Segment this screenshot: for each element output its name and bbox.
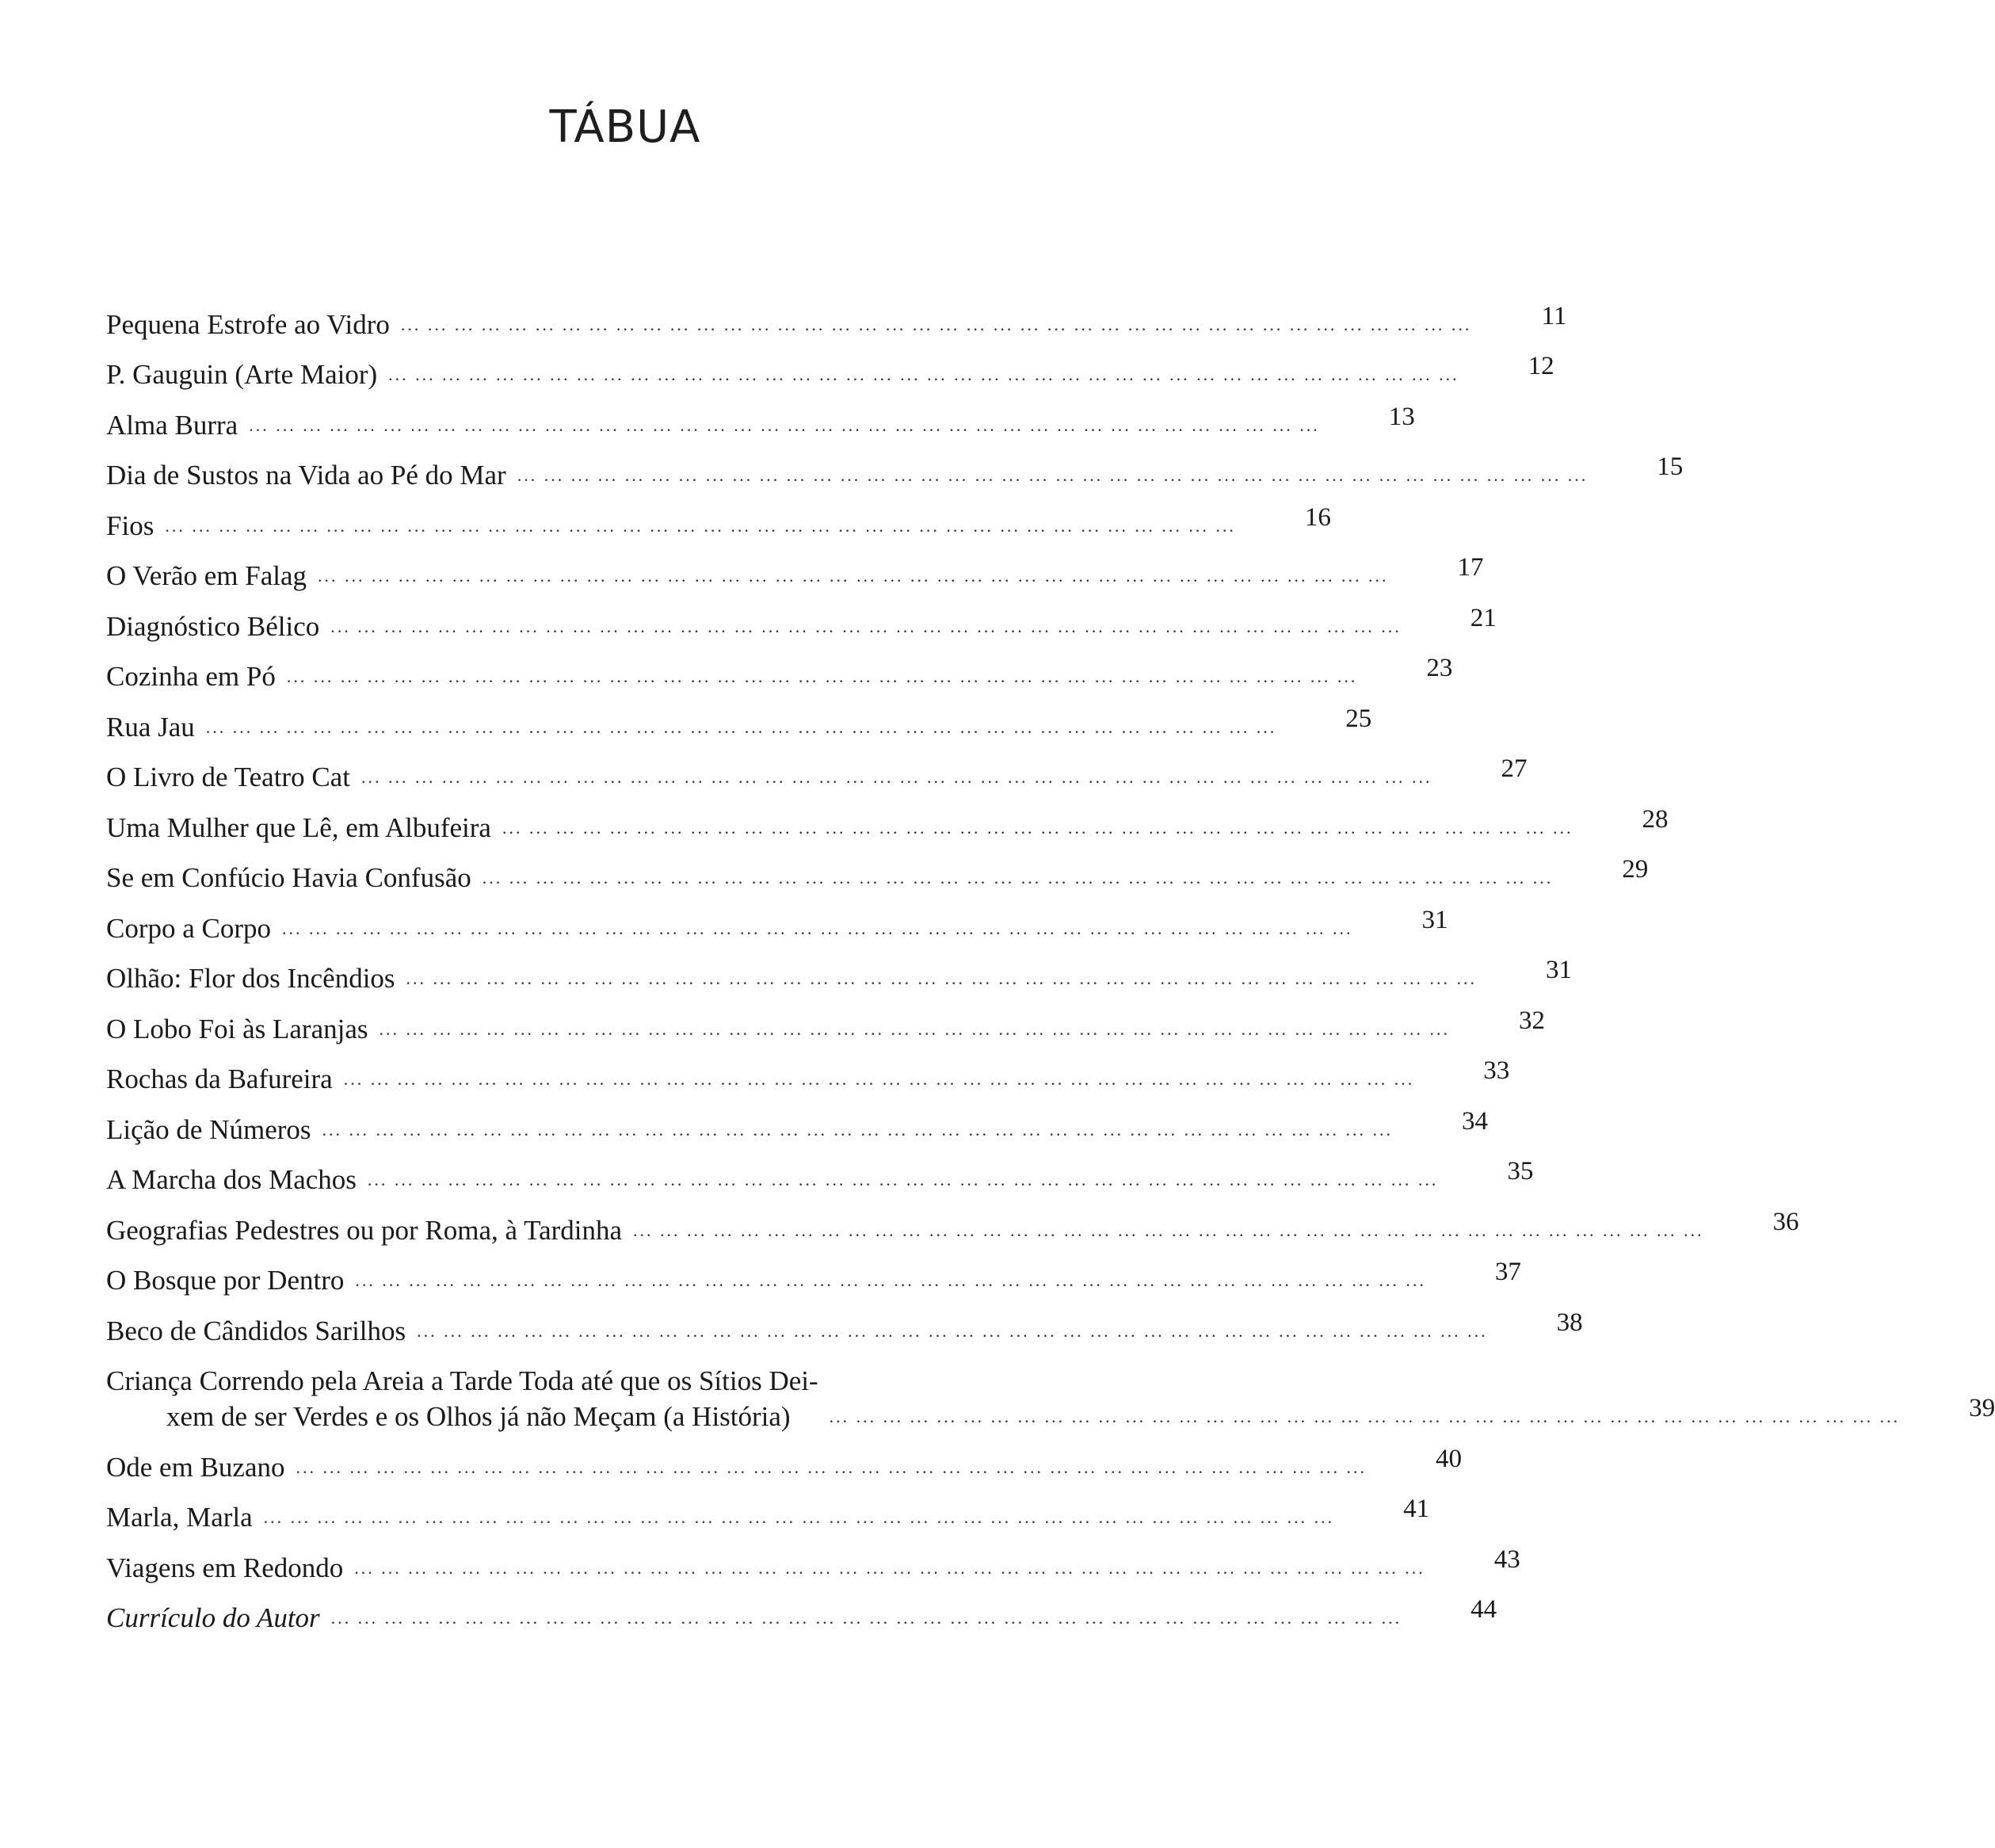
- entry-title-text: Criança Correndo pela Areia a Tarde Toda até que os Sítios Dei-: [106, 1365, 818, 1396]
- toc-entry-title: [106, 1449, 284, 1485]
- leader-dots: ... ... ... ... ... ... ... ... ... ... ... ... ... ... ... ... ... ... ... ... ... ... ... ... ... ... ... ... ... ... ... ... ... ... ... ... ... ... ... ...: [829, 1407, 1901, 1426]
- leader-dots: ... ... ... ... ... ... ... ... ... ... ... ... ... ... ... ... ... ... ... ... ... ... ... ... ... ... ... ... ... ... ... ... ... ... ... ... ... ... ... ...: [322, 1119, 1394, 1140]
- leader-dots: ... ... ... ... ... ... ... ... ... ... ... ... ... ... ... ... ... ... ... ... ... ... ... ... ... ... ... ... ... ... ... ... ... ... ... ... ... ... ... ...: [367, 1170, 1439, 1189]
- toc-entry-title: [106, 759, 350, 795]
- toc-entry: [106, 1047, 1510, 1098]
- toc-entry-page-number: 27: [1501, 754, 1528, 783]
- leader-dots: ... ... ... ... ... ... ... ... ... ... ... ... ... ... ... ... ... ... ... ... ... ... ... ... ... ... ... ... ... ... ... ... ... ... ... ... ... ... ... ...: [355, 1270, 1426, 1290]
- entry-title-text: Cozinha em Pó: [106, 661, 276, 692]
- toc-entry: [106, 946, 1573, 997]
- leader-dots: ... ... ... ... ... ... ... ... ... ... ... ... ... ... ... ... ... ... ... ... ... ... ... ... ... ... ... ... ... ... ... ... ... ... ... ... ... ... ... ...: [406, 968, 1478, 988]
- toc-entry-title: [106, 1011, 368, 1047]
- toc-entry-title: [106, 1061, 333, 1097]
- toc-entry-page-number: 35: [1507, 1157, 1534, 1186]
- leader-dots: ... ... ... ... ... ... ... ... ... ... ... ... ... ... ... ... ... ... ... ... ... ... ... ... ... ... ... ... ... ... ... ... ... ... ... ... ... ... ... ...: [296, 1457, 1367, 1477]
- toc-entry: [106, 443, 1684, 494]
- toc-entry: [106, 644, 1453, 695]
- entry-title-text: Corpo a Corpo: [106, 912, 272, 944]
- entry-title-text: O Lobo Foi às Laranjas: [106, 1013, 368, 1044]
- entry-title-text: Pequena Estrofe ao Vidro: [106, 308, 390, 340]
- toc-entry-title: [106, 709, 195, 745]
- toc-entry-title: [106, 911, 271, 946]
- toc-entry-title: [106, 860, 471, 895]
- toc-entry-page-number: 44: [1471, 1595, 1497, 1624]
- toc-entry-page-number: 34: [1462, 1106, 1489, 1136]
- toc-entry-title: [106, 1363, 818, 1434]
- toc-entry: [106, 1485, 1430, 1536]
- entry-title-text: Marla, Marla: [106, 1502, 253, 1533]
- toc-entry-page-number: 11: [1541, 301, 1567, 330]
- leader-dots: ... ... ... ... ... ... ... ... ... ... ... ... ... ... ... ... ... ... ... ... ... ... ... ... ... ... ... ... ... ... ... ... ... ... ... ... ... ... ... ...: [354, 1557, 1425, 1578]
- toc-entry-page-number: 12: [1528, 352, 1554, 380]
- toc-entry-page-number: 40: [1435, 1444, 1462, 1473]
- entry-title-text: Fios: [106, 510, 154, 541]
- toc-entry-title: [106, 1550, 343, 1586]
- toc-entry-page-number: 32: [1518, 1006, 1545, 1035]
- toc-entry-title: [106, 1212, 622, 1248]
- leader-dots: ... ... ... ... ... ... ... ... ... ... ... ... ... ... ... ... ... ... ... ... ... ... ... ... ... ... ... ... ... ... ... ... ... ... ... ... ... ... ... ...: [343, 1069, 1415, 1089]
- toc-entry: [106, 694, 1372, 745]
- entry-title-text: Currículo do Autor: [106, 1602, 320, 1633]
- toc-entry-page-number: 38: [1556, 1308, 1583, 1337]
- toc-entry-title: [106, 1499, 253, 1535]
- toc-entry: [106, 1349, 1995, 1435]
- entry-title-text: Rochas da Bafureira: [106, 1063, 333, 1094]
- leader-dots: ... ... ... ... ... ... ... ... ... ... ... ... ... ... ... ... ... ... ... ... ... ... ... ... ... ... ... ... ... ... ... ... ... ... ... ... ... ... ... ...: [360, 767, 1432, 787]
- leader-dots: ... ... ... ... ... ... ... ... ... ... ... ... ... ... ... ... ... ... ... ... ... ... ... ... ... ... ... ... ... ... ... ... ... ... ... ... ... ... ... ...: [482, 868, 1554, 888]
- toc-entry: [106, 895, 1448, 946]
- toc-entry: [106, 1197, 1799, 1248]
- toc-entry: [106, 996, 1545, 1047]
- entry-title-text: Olhão: Flor dos Incêndios: [106, 963, 395, 994]
- toc-entry: [106, 1298, 1583, 1349]
- leader-dots: ... ... ... ... ... ... ... ... ... ... ... ... ... ... ... ... ... ... ... ... ... ... ... ... ... ... ... ... ... ... ... ... ... ... ... ... ... ... ... ...: [165, 515, 1236, 536]
- entry-title-text: Diagnóstico Bélico: [106, 610, 320, 642]
- entry-title-text: Alma Burra: [106, 409, 238, 441]
- toc-entry: [106, 1434, 1462, 1485]
- toc-entry-title: [106, 558, 307, 594]
- leader-dots: ... ... ... ... ... ... ... ... ... ... ... ... ... ... ... ... ... ... ... ... ... ... ... ... ... ... ... ... ... ... ... ... ... ... ... ... ... ... ... ...: [502, 817, 1573, 838]
- entry-title-text: Rua Jau: [106, 711, 195, 743]
- entry-title-text: Ode em Buzano: [106, 1451, 285, 1483]
- toc-entry-page-number: 39: [1969, 1394, 1995, 1422]
- toc-entry-title: [106, 960, 395, 996]
- toc-entry-title: [106, 659, 276, 694]
- toc-entry-title: [106, 1313, 406, 1349]
- table-of-contents: [106, 292, 1995, 1636]
- toc-entry-page-number: 17: [1457, 553, 1484, 582]
- toc-entry-title: [106, 407, 238, 443]
- toc-entry-page-number: 23: [1426, 654, 1453, 682]
- leader-dots: ... ... ... ... ... ... ... ... ... ... ... ... ... ... ... ... ... ... ... ... ... ... ... ... ... ... ... ... ... ... ... ... ... ... ... ... ... ... ... ...: [633, 1220, 1704, 1240]
- toc-entry-page-number: 41: [1403, 1495, 1430, 1523]
- toc-entry-page-number: 25: [1345, 704, 1372, 733]
- page-title: TÁBUA: [549, 101, 701, 153]
- leader-dots: ... ... ... ... ... ... ... ... ... ... ... ... ... ... ... ... ... ... ... ... ... ... ... ... ... ... ... ... ... ... ... ... ... ... ... ... ... ... ... ...: [330, 616, 1402, 636]
- toc-entry: [106, 342, 1554, 393]
- toc-entry: [106, 846, 1649, 896]
- leader-dots: ... ... ... ... ... ... ... ... ... ... ... ... ... ... ... ... ... ... ... ... ... ... ... ... ... ... ... ... ... ... ... ... ... ... ... ... ... ... ... ...: [263, 1507, 1335, 1527]
- toc-entry-title: [106, 1600, 320, 1636]
- entry-title-text: Geografias Pedestres ou por Roma, à Tardinha: [106, 1214, 623, 1246]
- toc-entry: [106, 1248, 1521, 1299]
- toc-entry-title: [106, 609, 319, 644]
- toc-entry: [106, 493, 1331, 544]
- toc-entry: [106, 594, 1497, 644]
- entry-title-text: Viagens em Redondo: [106, 1552, 344, 1583]
- leader-dots: ... ... ... ... ... ... ... ... ... ... ... ... ... ... ... ... ... ... ... ... ... ... ... ... ... ... ... ... ... ... ... ... ... ... ... ... ... ... ... ...: [417, 1320, 1488, 1341]
- toc-entry: [106, 1535, 1520, 1586]
- toc-entry-page-number: 15: [1657, 452, 1684, 481]
- toc-entry-title: [106, 810, 491, 846]
- toc-entry-page-number: 37: [1494, 1258, 1521, 1286]
- entry-title-text: Dia de Sustos na Vida ao Pé do Mar: [106, 460, 506, 491]
- toc-entry-page-number: 29: [1622, 855, 1649, 884]
- toc-entry-title: [106, 457, 506, 493]
- toc-entry-title: [106, 508, 154, 544]
- toc-entry-title: [106, 1262, 344, 1298]
- toc-entry: [106, 392, 1415, 443]
- leader-dots: ... ... ... ... ... ... ... ... ... ... ... ... ... ... ... ... ... ... ... ... ... ... ... ... ... ... ... ... ... ... ... ... ... ... ... ... ... ... ... ...: [249, 414, 1320, 435]
- leader-dots: ... ... ... ... ... ... ... ... ... ... ... ... ... ... ... ... ... ... ... ... ... ... ... ... ... ... ... ... ... ... ... ... ... ... ... ... ... ... ... ...: [282, 918, 1353, 938]
- entry-title-text: Beco de Cândidos Sarilhos: [106, 1315, 406, 1346]
- leader-dots: ... ... ... ... ... ... ... ... ... ... ... ... ... ... ... ... ... ... ... ... ... ... ... ... ... ... ... ... ... ... ... ... ... ... ... ... ... ... ... ...: [205, 716, 1277, 737]
- toc-entry-page-number: 28: [1642, 804, 1669, 834]
- leader-dots: ... ... ... ... ... ... ... ... ... ... ... ... ... ... ... ... ... ... ... ... ... ... ... ... ... ... ... ... ... ... ... ... ... ... ... ... ... ... ... ...: [286, 666, 1358, 686]
- leader-dots: ... ... ... ... ... ... ... ... ... ... ... ... ... ... ... ... ... ... ... ... ... ... ... ... ... ... ... ... ... ... ... ... ... ... ... ... ... ... ... ...: [517, 465, 1589, 485]
- toc-entry: [106, 1147, 1534, 1198]
- toc-entry-page-number: 31: [1546, 956, 1573, 984]
- entry-title-text: Lição de Números: [106, 1113, 311, 1145]
- leader-dots: ... ... ... ... ... ... ... ... ... ... ... ... ... ... ... ... ... ... ... ... ... ... ... ... ... ... ... ... ... ... ... ... ... ... ... ... ... ... ... ...: [318, 566, 1389, 586]
- entry-title-text: Se em Confúcio Havia Confusão: [106, 862, 471, 893]
- leader-dots: ... ... ... ... ... ... ... ... ... ... ... ... ... ... ... ... ... ... ... ... ... ... ... ... ... ... ... ... ... ... ... ... ... ... ... ... ... ... ... ...: [388, 365, 1459, 384]
- toc-entry: [106, 292, 1567, 342]
- entry-title-text: Uma Mulher que Lê, em Albufeira: [106, 811, 491, 843]
- entry-title-text: O Bosque por Dentro: [106, 1265, 345, 1296]
- toc-entry-title: [106, 1162, 357, 1197]
- toc-entry: [106, 795, 1669, 846]
- toc-entry: [106, 1097, 1489, 1147]
- leader-dots: ... ... ... ... ... ... ... ... ... ... ... ... ... ... ... ... ... ... ... ... ... ... ... ... ... ... ... ... ... ... ... ... ... ... ... ... ... ... ... ...: [379, 1018, 1450, 1039]
- toc-entry-page-number: 43: [1493, 1544, 1520, 1574]
- toc-entry-page-number: 13: [1388, 402, 1415, 431]
- toc-entry-page-number: 31: [1421, 905, 1448, 934]
- toc-entry: [106, 544, 1484, 594]
- entry-title-text: O Livro de Teatro Cat: [106, 762, 350, 792]
- toc-entry-page-number: 33: [1483, 1056, 1510, 1085]
- toc-entry-title: [106, 307, 390, 342]
- leader-dots: ... ... ... ... ... ... ... ... ... ... ... ... ... ... ... ... ... ... ... ... ... ... ... ... ... ... ... ... ... ... ... ... ... ... ... ... ... ... ... ...: [400, 314, 1472, 334]
- entry-title-text: O Verão em Falag: [106, 560, 307, 591]
- toc-entry: [106, 1586, 1497, 1636]
- toc-entry-page-number: 16: [1304, 502, 1331, 532]
- toc-entry-page-number: 21: [1470, 603, 1497, 632]
- entry-title-text: P. Gauguin (Arte Maior): [106, 359, 378, 390]
- toc-entry-title: [106, 1112, 311, 1147]
- toc-entry-page-number: 36: [1772, 1207, 1799, 1236]
- toc-entry: [106, 745, 1528, 796]
- entry-title-continuation: xem de ser Verdes e os Olhos já não Meçam (a História): [166, 1401, 791, 1432]
- leader-dots: ... ... ... ... ... ... ... ... ... ... ... ... ... ... ... ... ... ... ... ... ... ... ... ... ... ... ... ... ... ... ... ... ... ... ... ... ... ... ... ...: [330, 1608, 1402, 1628]
- toc-entry-title: [106, 357, 377, 392]
- entry-title-text: A Marcha dos Machos: [106, 1164, 357, 1195]
